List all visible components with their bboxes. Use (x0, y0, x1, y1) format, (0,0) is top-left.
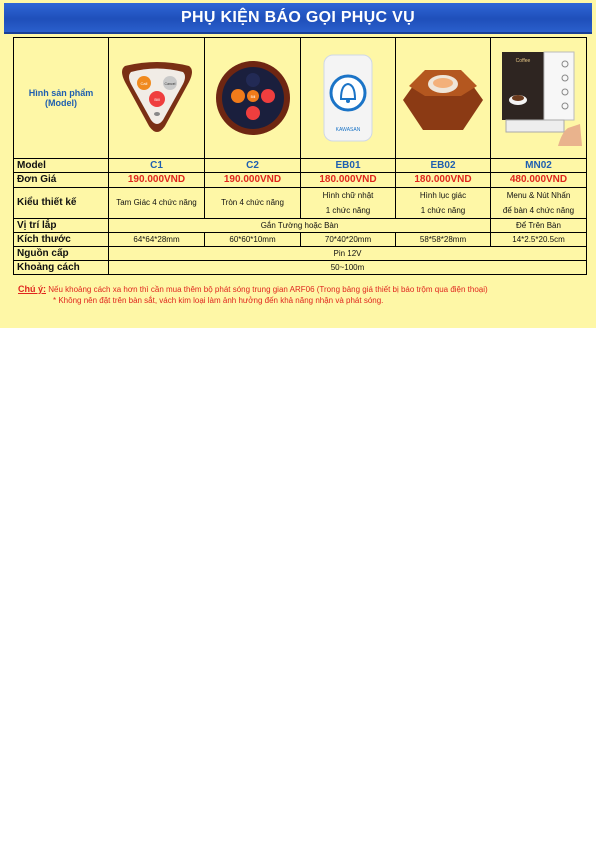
model-row (14, 159, 587, 173)
mount-label: Vị trí lắp (14, 219, 109, 233)
mount-wall-or-table: Gắn Tường hoặc Bàn (109, 219, 491, 233)
model-eb02: EB02 (396, 159, 491, 173)
model-mn02: MN02 (491, 159, 587, 173)
size-c2: 60*60*10mm (205, 233, 301, 247)
note-block (18, 284, 588, 306)
design-eb01-line2: 1 chức năng (325, 205, 371, 215)
price-row (14, 173, 587, 188)
doorbell-button-icon (306, 51, 390, 145)
image-row-label (14, 38, 109, 159)
image-row-label-line1: Hình sản phẩm (28, 88, 94, 98)
price-mn02: 480.000VND (491, 173, 587, 188)
model-c1: C1 (109, 159, 205, 173)
size-mn02: 14*2.5*20.5cm (491, 233, 587, 247)
design-label: Kiểu thiết kế (14, 188, 109, 219)
distance-row (14, 261, 587, 275)
image-row (14, 38, 587, 159)
price-c2: 190.000VND (205, 173, 301, 188)
size-eb01: 70*40*20mm (301, 233, 396, 247)
design-eb02-line1: Hình lục giác (419, 190, 467, 200)
product-image-mn02 (491, 38, 587, 159)
size-eb02: 58*58*28mm (396, 233, 491, 247)
mount-table-top: Để Trên Bàn (491, 219, 587, 233)
round-call-button-icon (211, 56, 295, 140)
price-sheet (0, 0, 596, 328)
design-eb02-line2: 1 chức năng (420, 205, 466, 215)
model-c2: C2 (205, 159, 301, 173)
power-row (14, 247, 587, 261)
c1-button-call: Call (140, 81, 147, 86)
page-title: PHỤ KIỆN BÁO GỌI PHỤC VỤ (4, 3, 592, 34)
design-c1: Tam Giác 4 chức năng (109, 188, 205, 219)
design-mn02 (491, 188, 587, 219)
price-c1: 190.000VND (109, 173, 205, 188)
note-line-2: * Không nên đặt trên bàn sắt, vách kim loại làm ảnh hưởng đến khả năng nhận và phát sóng. (53, 296, 384, 305)
product-image-eb01 (301, 38, 396, 159)
design-eb01-line1: Hình chữ nhật (322, 190, 374, 200)
mn02-menu-title: Coffee (515, 58, 530, 64)
power-value: Pin 12V (109, 247, 587, 261)
model-eb01: EB01 (301, 159, 396, 173)
mount-row (14, 219, 587, 233)
product-image-c1 (109, 38, 205, 159)
product-image-c2 (205, 38, 301, 159)
distance-value: 50~100m (109, 261, 587, 275)
note-line-1 (18, 284, 588, 295)
price-label: Đơn Giá (14, 173, 109, 188)
c2-button-bill: Bill (250, 95, 255, 99)
product-image-eb02 (396, 38, 491, 159)
design-mn02-line2: để bàn 4 chức năng (502, 205, 575, 215)
design-row (14, 188, 587, 219)
eb01-brand: KAWASAN (335, 127, 361, 133)
note-lead: Chú ý: (18, 284, 46, 294)
design-c2: Tròn 4 chức năng (205, 188, 301, 219)
design-mn02-line1: Menu & Nút Nhấn (506, 190, 571, 200)
c1-button-cancel: Cancel (164, 82, 175, 86)
menu-stand-button-icon (496, 48, 582, 148)
price-eb02: 180.000VND (396, 173, 491, 188)
size-c1: 64*64*28mm (109, 233, 205, 247)
product-table (13, 37, 587, 275)
power-label: Nguồn cấp (14, 247, 109, 261)
c1-button-bill: Bill (153, 97, 160, 102)
distance-label: Khoảng cách (14, 261, 109, 275)
design-eb02 (396, 188, 491, 219)
hexagon-call-button-icon (399, 56, 487, 140)
size-row (14, 233, 587, 247)
triangle-call-button-icon (115, 56, 199, 140)
note-text-1: Nếu khoảng cách xa hơn thì cần mua thêm bộ phát sóng trung gian ARF06 (Trong bảng giá thiết bị báo trộm qua điện thoại) (48, 285, 488, 294)
model-label: Model (14, 159, 109, 173)
price-eb01: 180.000VND (301, 173, 396, 188)
image-row-label-line2: (Model) (45, 98, 77, 108)
size-label: Kích thước (14, 233, 109, 247)
design-eb01 (301, 188, 396, 219)
